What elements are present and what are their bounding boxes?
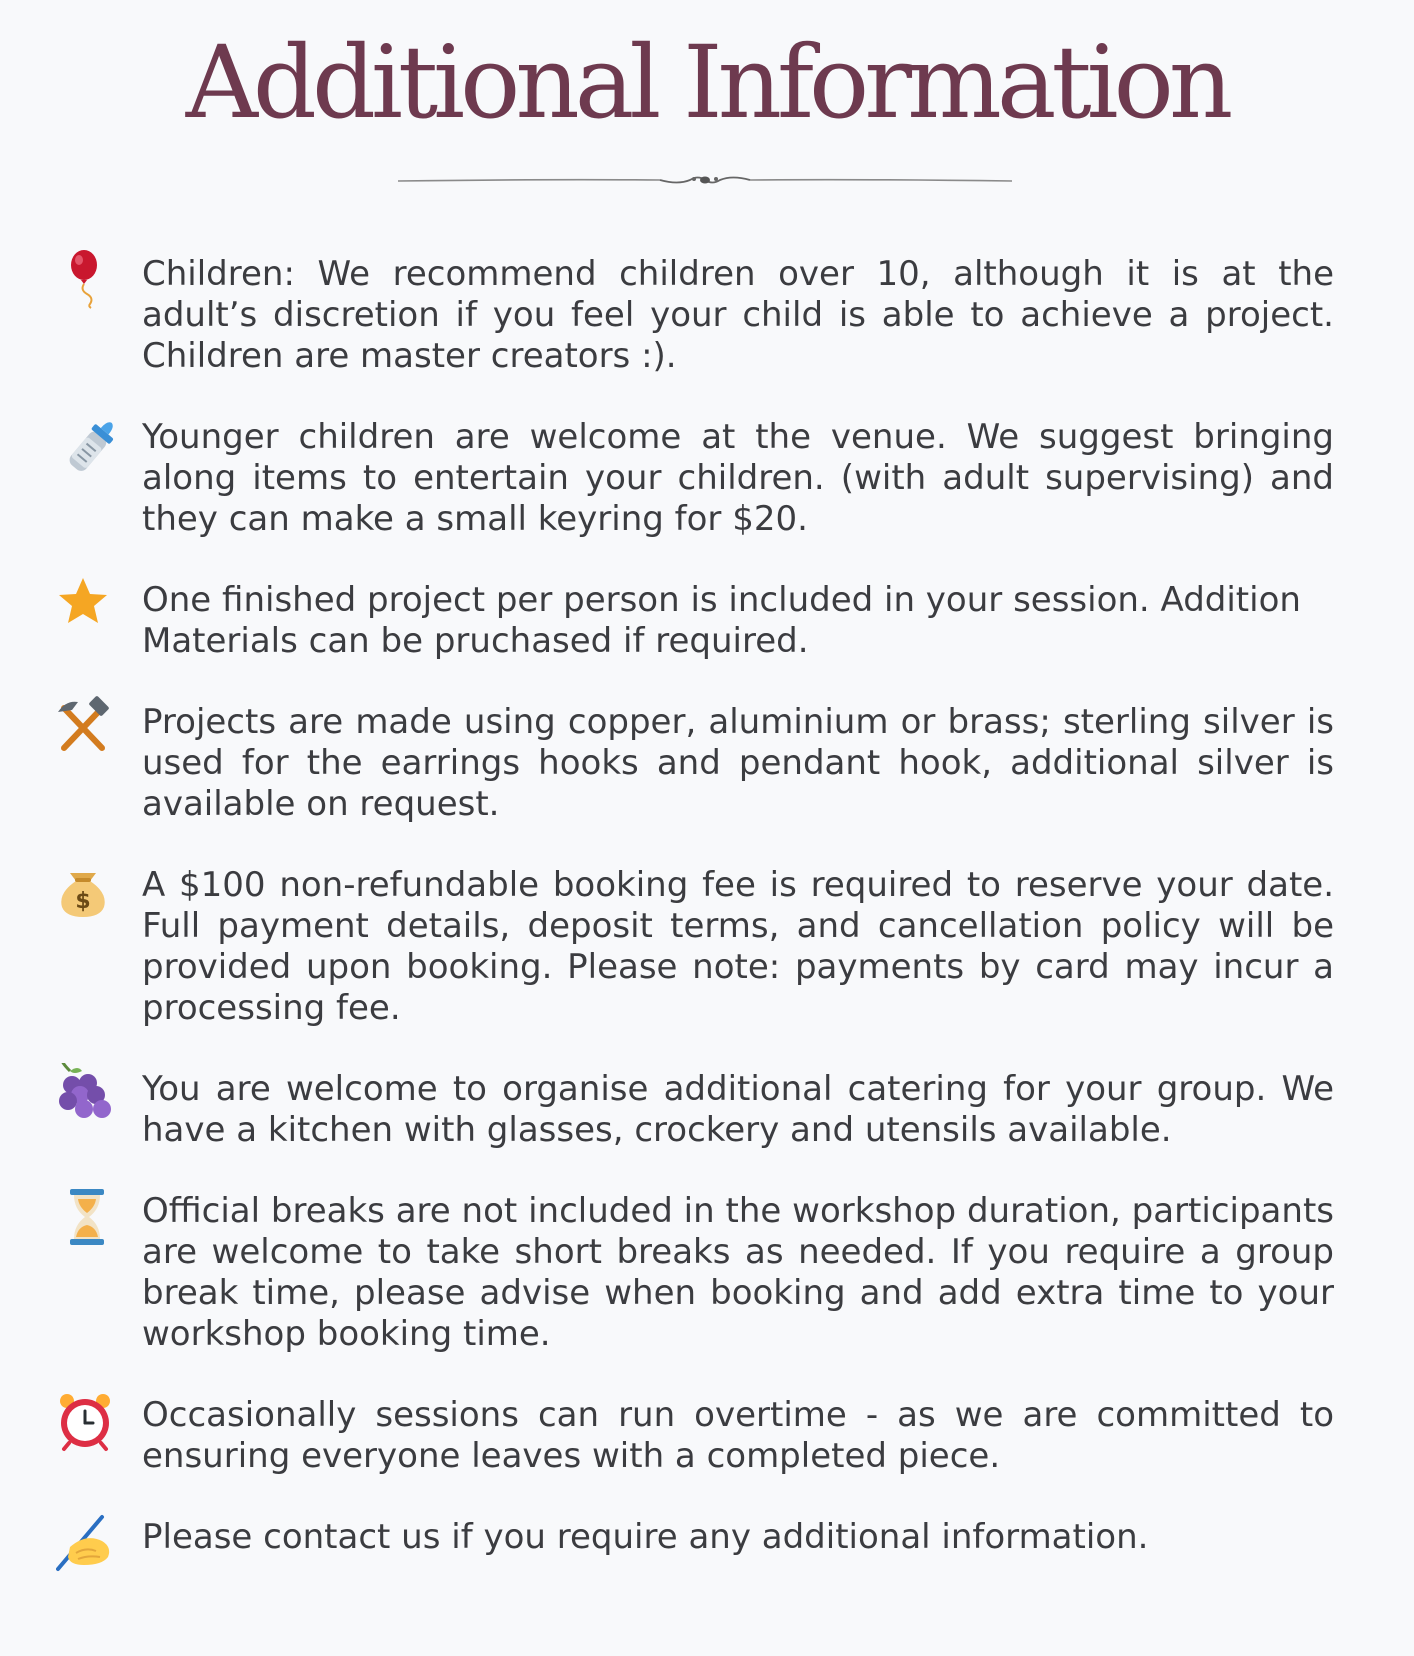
item-text: Younger children are welcome at the venue. We suggest bringing along items to entertain your children. (with adult supervising) and they can make a small keyring for $20. <box>142 417 1334 539</box>
information-list <box>56 254 1336 1581</box>
item-text: One finished project per person is included in your session. Addition Materials can be pruchased if required. <box>142 580 1301 661</box>
item-text: Occasionally sessions can run overtime - as we are committed to ensuring everyone leaves with a completed piece. <box>142 1395 1334 1476</box>
grapes-icon <box>56 1063 126 1133</box>
list-item-children <box>56 254 1336 377</box>
hourglass-icon <box>56 1185 126 1255</box>
list-item-overtime <box>56 1395 1336 1477</box>
list-item-younger-children <box>56 417 1336 540</box>
item-text: Please contact us if you require any additional information. <box>142 1517 1149 1557</box>
money-bag-icon <box>56 859 126 929</box>
item-text: Official breaks are not included in the workshop duration, participants are welcome to take short breaks as needed. If you require a group break time, please advise when booking and add extra time to your workshop booking time. <box>142 1191 1334 1354</box>
list-item-booking-fee <box>56 865 1336 1029</box>
ornamental-divider <box>398 168 1012 194</box>
writing-hand-icon <box>56 1511 126 1581</box>
hammer-and-pick-icon <box>56 696 126 766</box>
item-text: Children: We recommend children over 10, although it is at the adult’s discretion if you feel your child is able to achieve a project. Children are master creators :). <box>142 254 1334 376</box>
list-item-contact <box>56 1517 1336 1581</box>
baby-bottle-icon <box>56 411 126 481</box>
alarm-clock-icon <box>56 1389 126 1459</box>
list-item-materials <box>56 702 1336 825</box>
list-item-finished-project <box>56 580 1336 662</box>
svg-text:$: $ <box>75 889 91 914</box>
page-title: Additional Information <box>185 24 1229 141</box>
item-text: You are welcome to organise additional catering for your group. We have a kitchen with glasses, crockery and utensils available. <box>142 1069 1334 1150</box>
list-item-catering <box>56 1069 1336 1151</box>
balloon-icon <box>56 248 126 318</box>
star-icon <box>56 574 126 644</box>
list-item-breaks <box>56 1191 1336 1355</box>
item-text: Projects are made using copper, aluminium or brass; sterling silver is used for the earrings hooks and pendant hook, additional silver is available on request. <box>142 702 1334 824</box>
item-text: A $100 non-refundable booking fee is required to reserve your date. Full payment details, deposit terms, and cancellation policy will be provided upon booking. Please note: payments by card may incur a processing fee. <box>142 865 1334 1028</box>
